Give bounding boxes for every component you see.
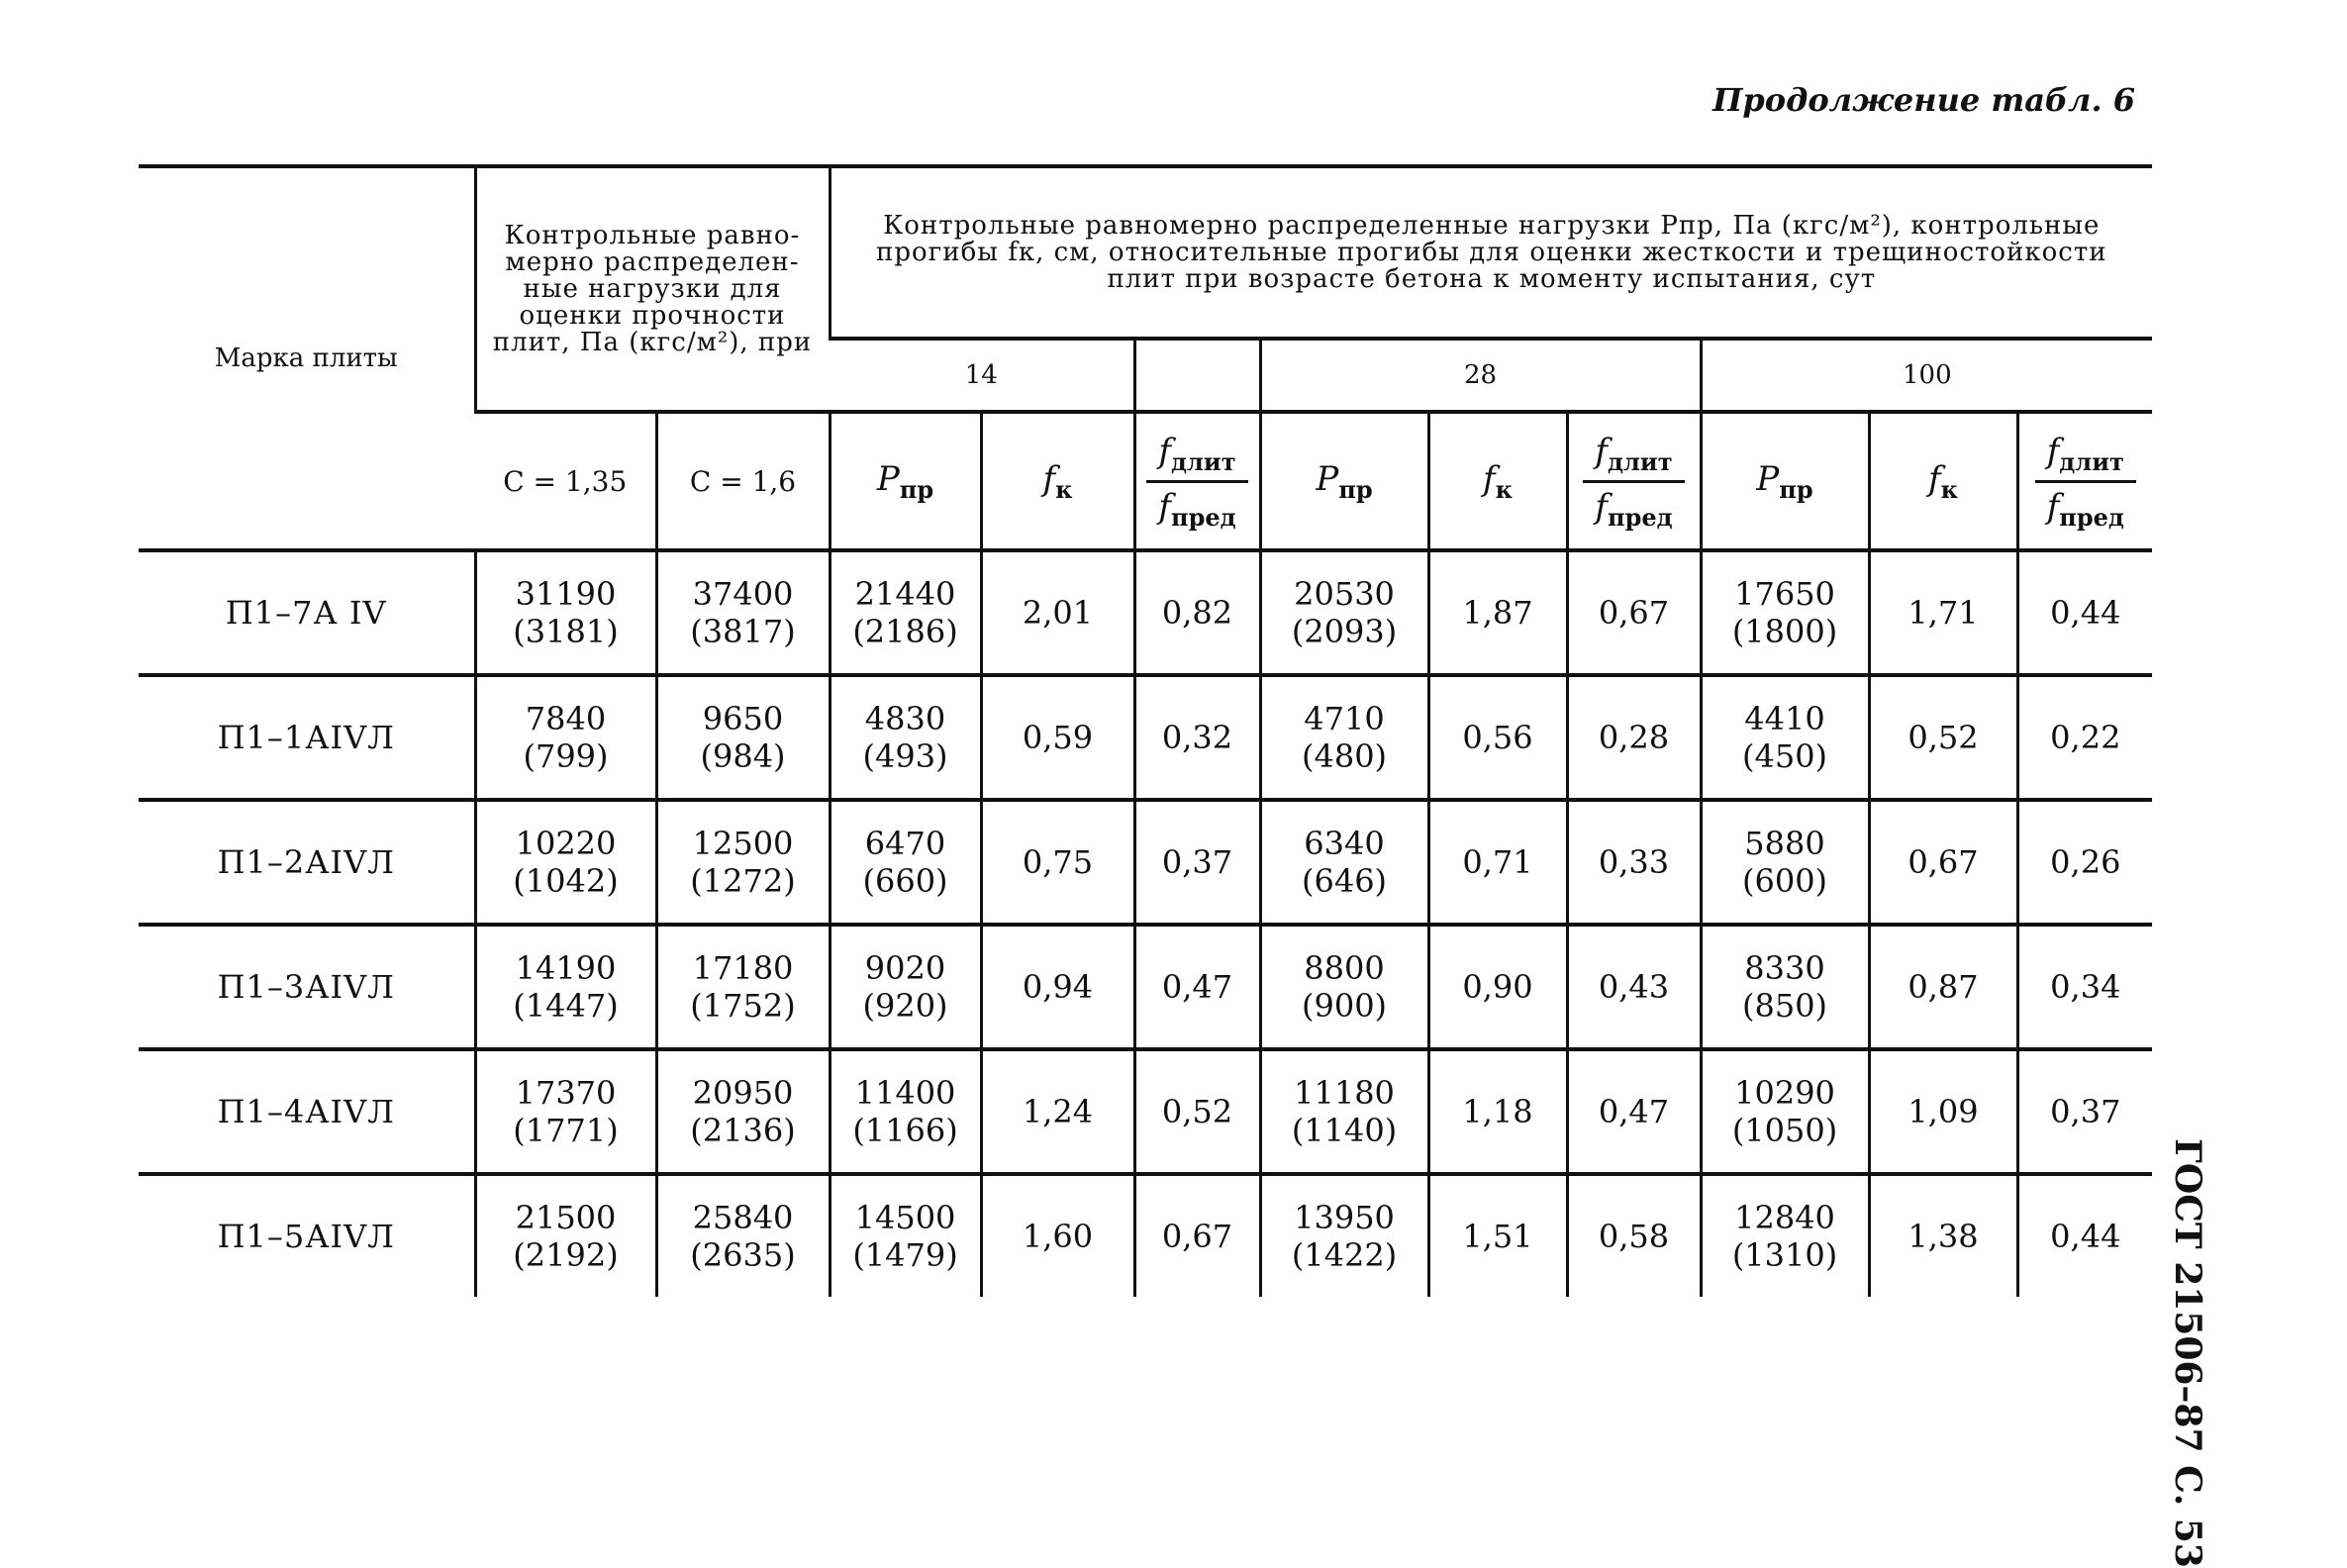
- header-f28: $f_к$: [1428, 412, 1567, 550]
- cell-mark: П1–1АIVЛ: [139, 675, 475, 800]
- cell-r100: 0,37: [2017, 1049, 2152, 1174]
- cell-f14: 1,60: [981, 1174, 1134, 1297]
- cell-p28: 6340 (646): [1260, 800, 1428, 925]
- cell-p14: 21440 (2186): [830, 550, 981, 675]
- cell-p100: 5880 (600): [1701, 800, 1869, 925]
- cell-f28: 0,71: [1428, 800, 1567, 925]
- data-table: [139, 164, 2152, 1297]
- cell-r28: 0,28: [1567, 675, 1701, 800]
- cell-r14: 0,32: [1134, 675, 1260, 800]
- cell-f28: 1,51: [1428, 1174, 1567, 1297]
- cell-c135: 14190 (1447): [475, 925, 656, 1049]
- cell-p14: 11400 (1166): [830, 1049, 981, 1174]
- cell-c135: 21500 (2192): [475, 1174, 656, 1297]
- cell-r100: 0,44: [2017, 550, 2152, 675]
- cell-mark: П1–5АIVЛ: [139, 1174, 475, 1297]
- header-p100: $P_{пр}$: [1701, 412, 1869, 550]
- cell-f100: 1,71: [1869, 550, 2017, 675]
- cell-r14: 0,37: [1134, 800, 1260, 925]
- cell-f100: 0,52: [1869, 675, 2017, 800]
- table-caption: Продолжение табл. 6: [1712, 81, 2135, 119]
- cell-mark: П1–4АIVЛ: [139, 1049, 475, 1174]
- cell-p14: 9020 (920): [830, 925, 981, 1049]
- cell-f28: 0,90: [1428, 925, 1567, 1049]
- cell-p100: 4410 (450): [1701, 675, 1869, 800]
- header-ratio14: $\frac{f_{длит}}{f_{пред}}$: [1134, 412, 1260, 550]
- cell-f14: 0,94: [981, 925, 1134, 1049]
- cell-f14: 2,01: [981, 550, 1134, 675]
- cell-f14: 0,59: [981, 675, 1134, 800]
- cell-c16: 20950 (2136): [656, 1049, 830, 1174]
- cell-f100: 1,38: [1869, 1174, 2017, 1297]
- cell-r28: 0,33: [1567, 800, 1701, 925]
- cell-p14: 6470 (660): [830, 800, 981, 925]
- cell-r28: 0,43: [1567, 925, 1701, 1049]
- cell-c135: 7840 (799): [475, 675, 656, 800]
- header-age-14: 14: [830, 339, 1134, 412]
- table-row: [139, 550, 2152, 675]
- header-age-28: 28: [1260, 339, 1701, 412]
- cell-mark: П1–7А IV: [139, 550, 475, 675]
- table-row: [139, 1174, 2152, 1297]
- cell-r100: 0,44: [2017, 1174, 2152, 1297]
- cell-r14: 0,52: [1134, 1049, 1260, 1174]
- cell-f14: 1,24: [981, 1049, 1134, 1174]
- header-p14: $P_{пр}$: [830, 412, 981, 550]
- cell-r14: 0,67: [1134, 1174, 1260, 1297]
- page-footer-label: ГОСТ 21506–87 С. 53: [2167, 1138, 2208, 1568]
- cell-p100: 17650 (1800): [1701, 550, 1869, 675]
- header-age-100: 100: [1701, 339, 2152, 412]
- header-age-14-blank: [1134, 339, 1260, 412]
- header-ratio100: $\frac{f_{длит}}{f_{пред}}$: [2017, 412, 2152, 550]
- cell-r28: 0,58: [1567, 1174, 1701, 1297]
- cell-r28: 0,67: [1567, 550, 1701, 675]
- cell-f14: 0,75: [981, 800, 1134, 925]
- cell-f28: 1,87: [1428, 550, 1567, 675]
- header-c135: C = 1,35: [475, 412, 656, 550]
- cell-c135: 31190 (3181): [475, 550, 656, 675]
- cell-mark: П1–2АIVЛ: [139, 800, 475, 925]
- cell-f100: 0,67: [1869, 800, 2017, 925]
- cell-p28: 11180 (1140): [1260, 1049, 1428, 1174]
- header-f100: $f_к$: [1869, 412, 2017, 550]
- cell-f28: 0,56: [1428, 675, 1567, 800]
- cell-c16: 12500 (1272): [656, 800, 830, 925]
- header-control: Контрольные равномерно распределенные нагрузки Pпр, Па (кгс/м²), контрольные прогибы fк, см, относительные прогибы для оценки жесткости и трещиностойкости плит при возрасте бетона к моменту испытания, сут: [830, 166, 2152, 339]
- header-mark: Марка плиты: [139, 166, 475, 550]
- header-f14: $f_к$: [981, 412, 1134, 550]
- cell-f100: 1,09: [1869, 1049, 2017, 1174]
- cell-p14: 14500 (1479): [830, 1174, 981, 1297]
- cell-p28: 8800 (900): [1260, 925, 1428, 1049]
- cell-r100: 0,34: [2017, 925, 2152, 1049]
- cell-p14: 4830 (493): [830, 675, 981, 800]
- cell-c16: 9650 (984): [656, 675, 830, 800]
- header-ratio28: $\frac{f_{длит}}{f_{пред}}$: [1567, 412, 1701, 550]
- cell-c135: 10220 (1042): [475, 800, 656, 925]
- table-row: [139, 800, 2152, 925]
- cell-p100: 8330 (850): [1701, 925, 1869, 1049]
- cell-c16: 37400 (3817): [656, 550, 830, 675]
- cell-c16: 17180 (1752): [656, 925, 830, 1049]
- cell-r100: 0,22: [2017, 675, 2152, 800]
- table-row: [139, 675, 2152, 800]
- table-row: [139, 1049, 2152, 1174]
- cell-mark: П1–3АIVЛ: [139, 925, 475, 1049]
- cell-p28: 4710 (480): [1260, 675, 1428, 800]
- cell-r14: 0,47: [1134, 925, 1260, 1049]
- cell-f100: 0,87: [1869, 925, 2017, 1049]
- header-c16: C = 1,6: [656, 412, 830, 550]
- cell-r28: 0,47: [1567, 1049, 1701, 1174]
- cell-p100: 12840 (1310): [1701, 1174, 1869, 1297]
- cell-c135: 17370 (1771): [475, 1049, 656, 1174]
- cell-c16: 25840 (2635): [656, 1174, 830, 1297]
- cell-r14: 0,82: [1134, 550, 1260, 675]
- cell-p28: 13950 (1422): [1260, 1174, 1428, 1297]
- table-row: [139, 925, 2152, 1049]
- cell-f28: 1,18: [1428, 1049, 1567, 1174]
- cell-p28: 20530 (2093): [1260, 550, 1428, 675]
- cell-r100: 0,26: [2017, 800, 2152, 925]
- header-strength: Контрольные равно-мерно распределен-ные нагрузки для оценки прочности плит, Па (кгс/м²), при: [475, 166, 830, 412]
- header-p28: $P_{пр}$: [1260, 412, 1428, 550]
- cell-p100: 10290 (1050): [1701, 1049, 1869, 1174]
